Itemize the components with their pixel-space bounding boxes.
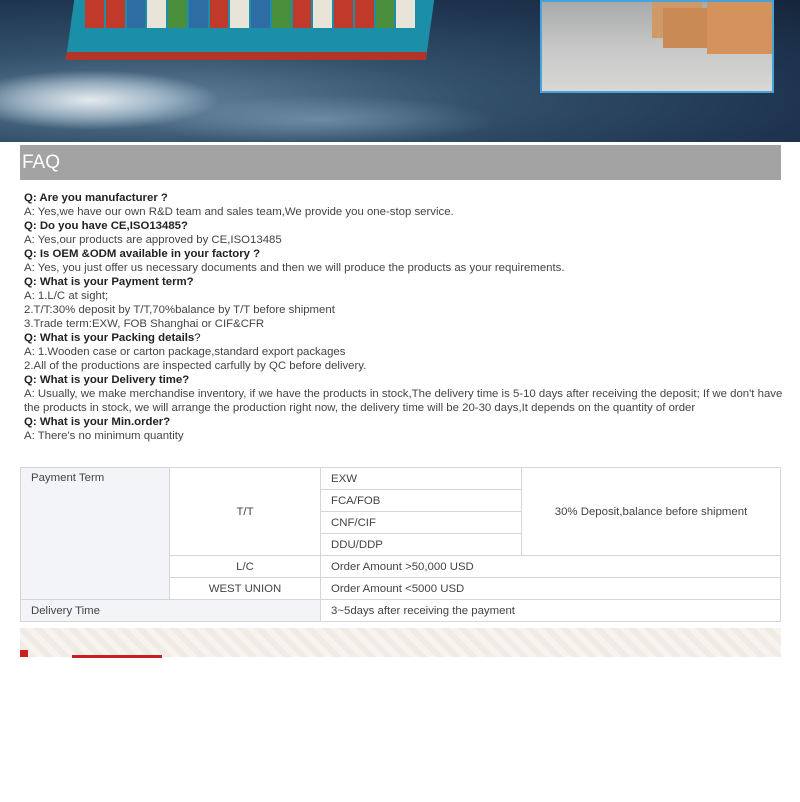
faq-answer: A: There's no minimum quantity [24, 430, 184, 442]
faq-list [24, 191, 784, 443]
faq-answer: A: Usually, we make merchandise inventory, if we have the products in stock,The delivery time is 5-10 days after receiving the deposit; If we don't have the products in stock, we will arrange the production right now, the delivery time will be 20-30 days,It depends on the quantity of order [24, 388, 783, 414]
faq-header: FAQ [20, 145, 781, 180]
delivery-time-label: Delivery Time [21, 600, 321, 622]
faq-answer: 2.All of the productions are inspected carfully by QC before delivery. [24, 360, 367, 372]
faq-question: Q: Are you manufacturer ? [24, 192, 168, 204]
wu-label: WEST UNION [170, 578, 321, 600]
faq-question: Q: What is your Delivery time? [24, 374, 190, 386]
table-row [21, 600, 781, 622]
sea-wave [140, 95, 500, 142]
carton-stack [652, 2, 702, 38]
payment-term-label: Payment Term [21, 468, 170, 600]
faq-question: Q: Is OEM &ODM available in your factory ? [24, 248, 261, 260]
ship-containers [85, 0, 415, 28]
faq-question-mark: ? [194, 332, 201, 344]
faq-answer: A: 1.L/C at sight; [24, 290, 109, 302]
faq-answer: 3.Trade term:EXW, FOB Shanghai or CIF&CFR [24, 318, 265, 330]
faq-question: Q: What is your Payment term? [24, 276, 194, 288]
faq-answer: 2.T/T:30% deposit by T/T,70%balance by T/T before shipment [24, 304, 335, 316]
payment-table [20, 467, 781, 622]
banner-image [0, 0, 800, 142]
tt-option: EXW [321, 468, 522, 490]
section-divider-strip [20, 628, 781, 657]
red-accent [20, 650, 28, 657]
wu-value: Order Amount <5000 USD [321, 578, 781, 600]
tt-label: T/T [170, 468, 321, 556]
tt-option: FCA/FOB [321, 490, 522, 512]
delivery-time-value: 3~5days after receiving the payment [321, 600, 781, 622]
tt-option: CNF/CIF [321, 512, 522, 534]
warehouse-photo [540, 0, 774, 93]
tt-note: 30% Deposit,balance before shipment [522, 468, 781, 556]
faq-question-text: Q: What is your Packing details [24, 332, 195, 344]
faq-question: Q: What is your Min.order? [24, 416, 171, 428]
lc-label: L/C [170, 556, 321, 578]
table-row [21, 468, 781, 490]
faq-answer: A: Yes,we have our own R&D team and sales team,We provide you one-stop service. [24, 206, 454, 218]
red-accent [72, 655, 162, 658]
carton-stack [707, 2, 774, 54]
faq-question: Q: Do you have CE,ISO13485? [24, 220, 188, 232]
faq-answer: A: 1.Wooden case or carton package,standard export packages [24, 346, 346, 358]
tt-option: DDU/DDP [321, 534, 522, 556]
faq-answer: A: Yes, you just offer us necessary documents and then we will produce the products as your requirements. [24, 262, 565, 274]
faq-answer: A: Yes,our products are approved by CE,ISO13485 [24, 234, 282, 246]
faq-question [24, 331, 784, 345]
lc-value: Order Amount >50,000 USD [321, 556, 781, 578]
